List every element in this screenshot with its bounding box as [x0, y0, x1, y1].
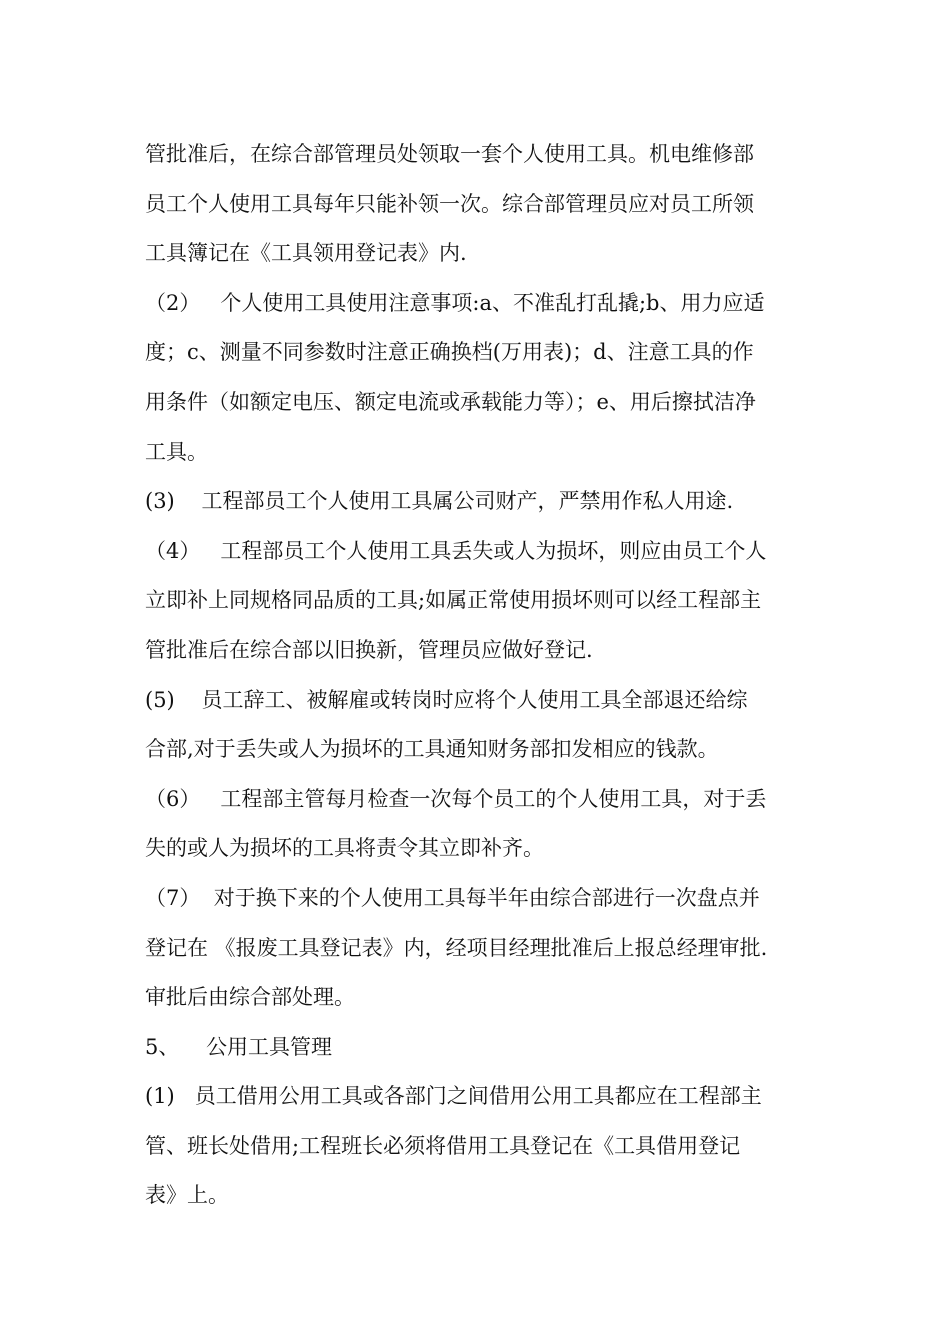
text-line: 用条件（如额定电压、额定电流或承载能力等）；e、用后擦拭洁净: [145, 389, 756, 414]
text-line: (3) 工程部员工个人使用工具属公司财产，严禁用作私人用途.: [145, 489, 734, 514]
text-line: 失的或人为损坏的工具将责令其立即补齐。: [145, 836, 544, 861]
text-line: （4） 工程部员工个人使用工具丢失或人为损坏，则应由员工个人: [145, 538, 767, 563]
text-line: 管批准后在综合部以旧换新，管理员应做好登记.: [145, 637, 593, 662]
text-line: 合部,对于丢失或人为损坏的工具通知财务部扣发相应的钱款。: [145, 737, 719, 762]
text-line: （2） 个人使用工具使用注意事项:a、不准乱打乱撬;b、用力应适: [145, 290, 765, 315]
text-line: (5) 员工辞工、被解雇或转岗时应将个人使用工具全部退还给综: [145, 687, 748, 712]
text-line: 表》上。: [145, 1183, 229, 1208]
text-line: 工具簿记在《工具领用登记表》内.: [145, 241, 467, 266]
text-line: （6） 工程部主管每月检查一次每个员工的个人使用工具，对于丢: [145, 786, 767, 811]
text-line: 管、班长处借用;工程班长必须将借用工具登记在《工具借用登记: [145, 1133, 741, 1158]
text-line: （7） 对于换下来的个人使用工具每半年由综合部进行一次盘点并: [145, 885, 760, 910]
text-line: 度；c、测量不同参数时注意正确换档(万用表)；d、注意工具的作: [145, 340, 754, 365]
text-line: 审批后由综合部处理。: [145, 985, 355, 1010]
text-line: 登记在 《报废工具登记表》内，经项目经理批准后上报总经理审批.: [145, 935, 768, 960]
text-line: 管批准后，在综合部管理员处领取一套个人使用工具。机电维修部: [145, 142, 754, 166]
section-heading: 5、 公用工具管理: [145, 1034, 333, 1059]
text-line: 员工个人使用工具每年只能补领一次。综合部管理员应对员工所领: [145, 191, 754, 216]
document-body: [145, 130, 825, 1221]
text-line: 工具。: [145, 439, 208, 464]
text-line: 立即补上同规格同品质的工具;如属正常使用损坏则可以经工程部主: [145, 588, 762, 613]
text-line: (1) 员工借用公用工具或各部门之间借用公用工具都应在工程部主: [145, 1084, 762, 1109]
